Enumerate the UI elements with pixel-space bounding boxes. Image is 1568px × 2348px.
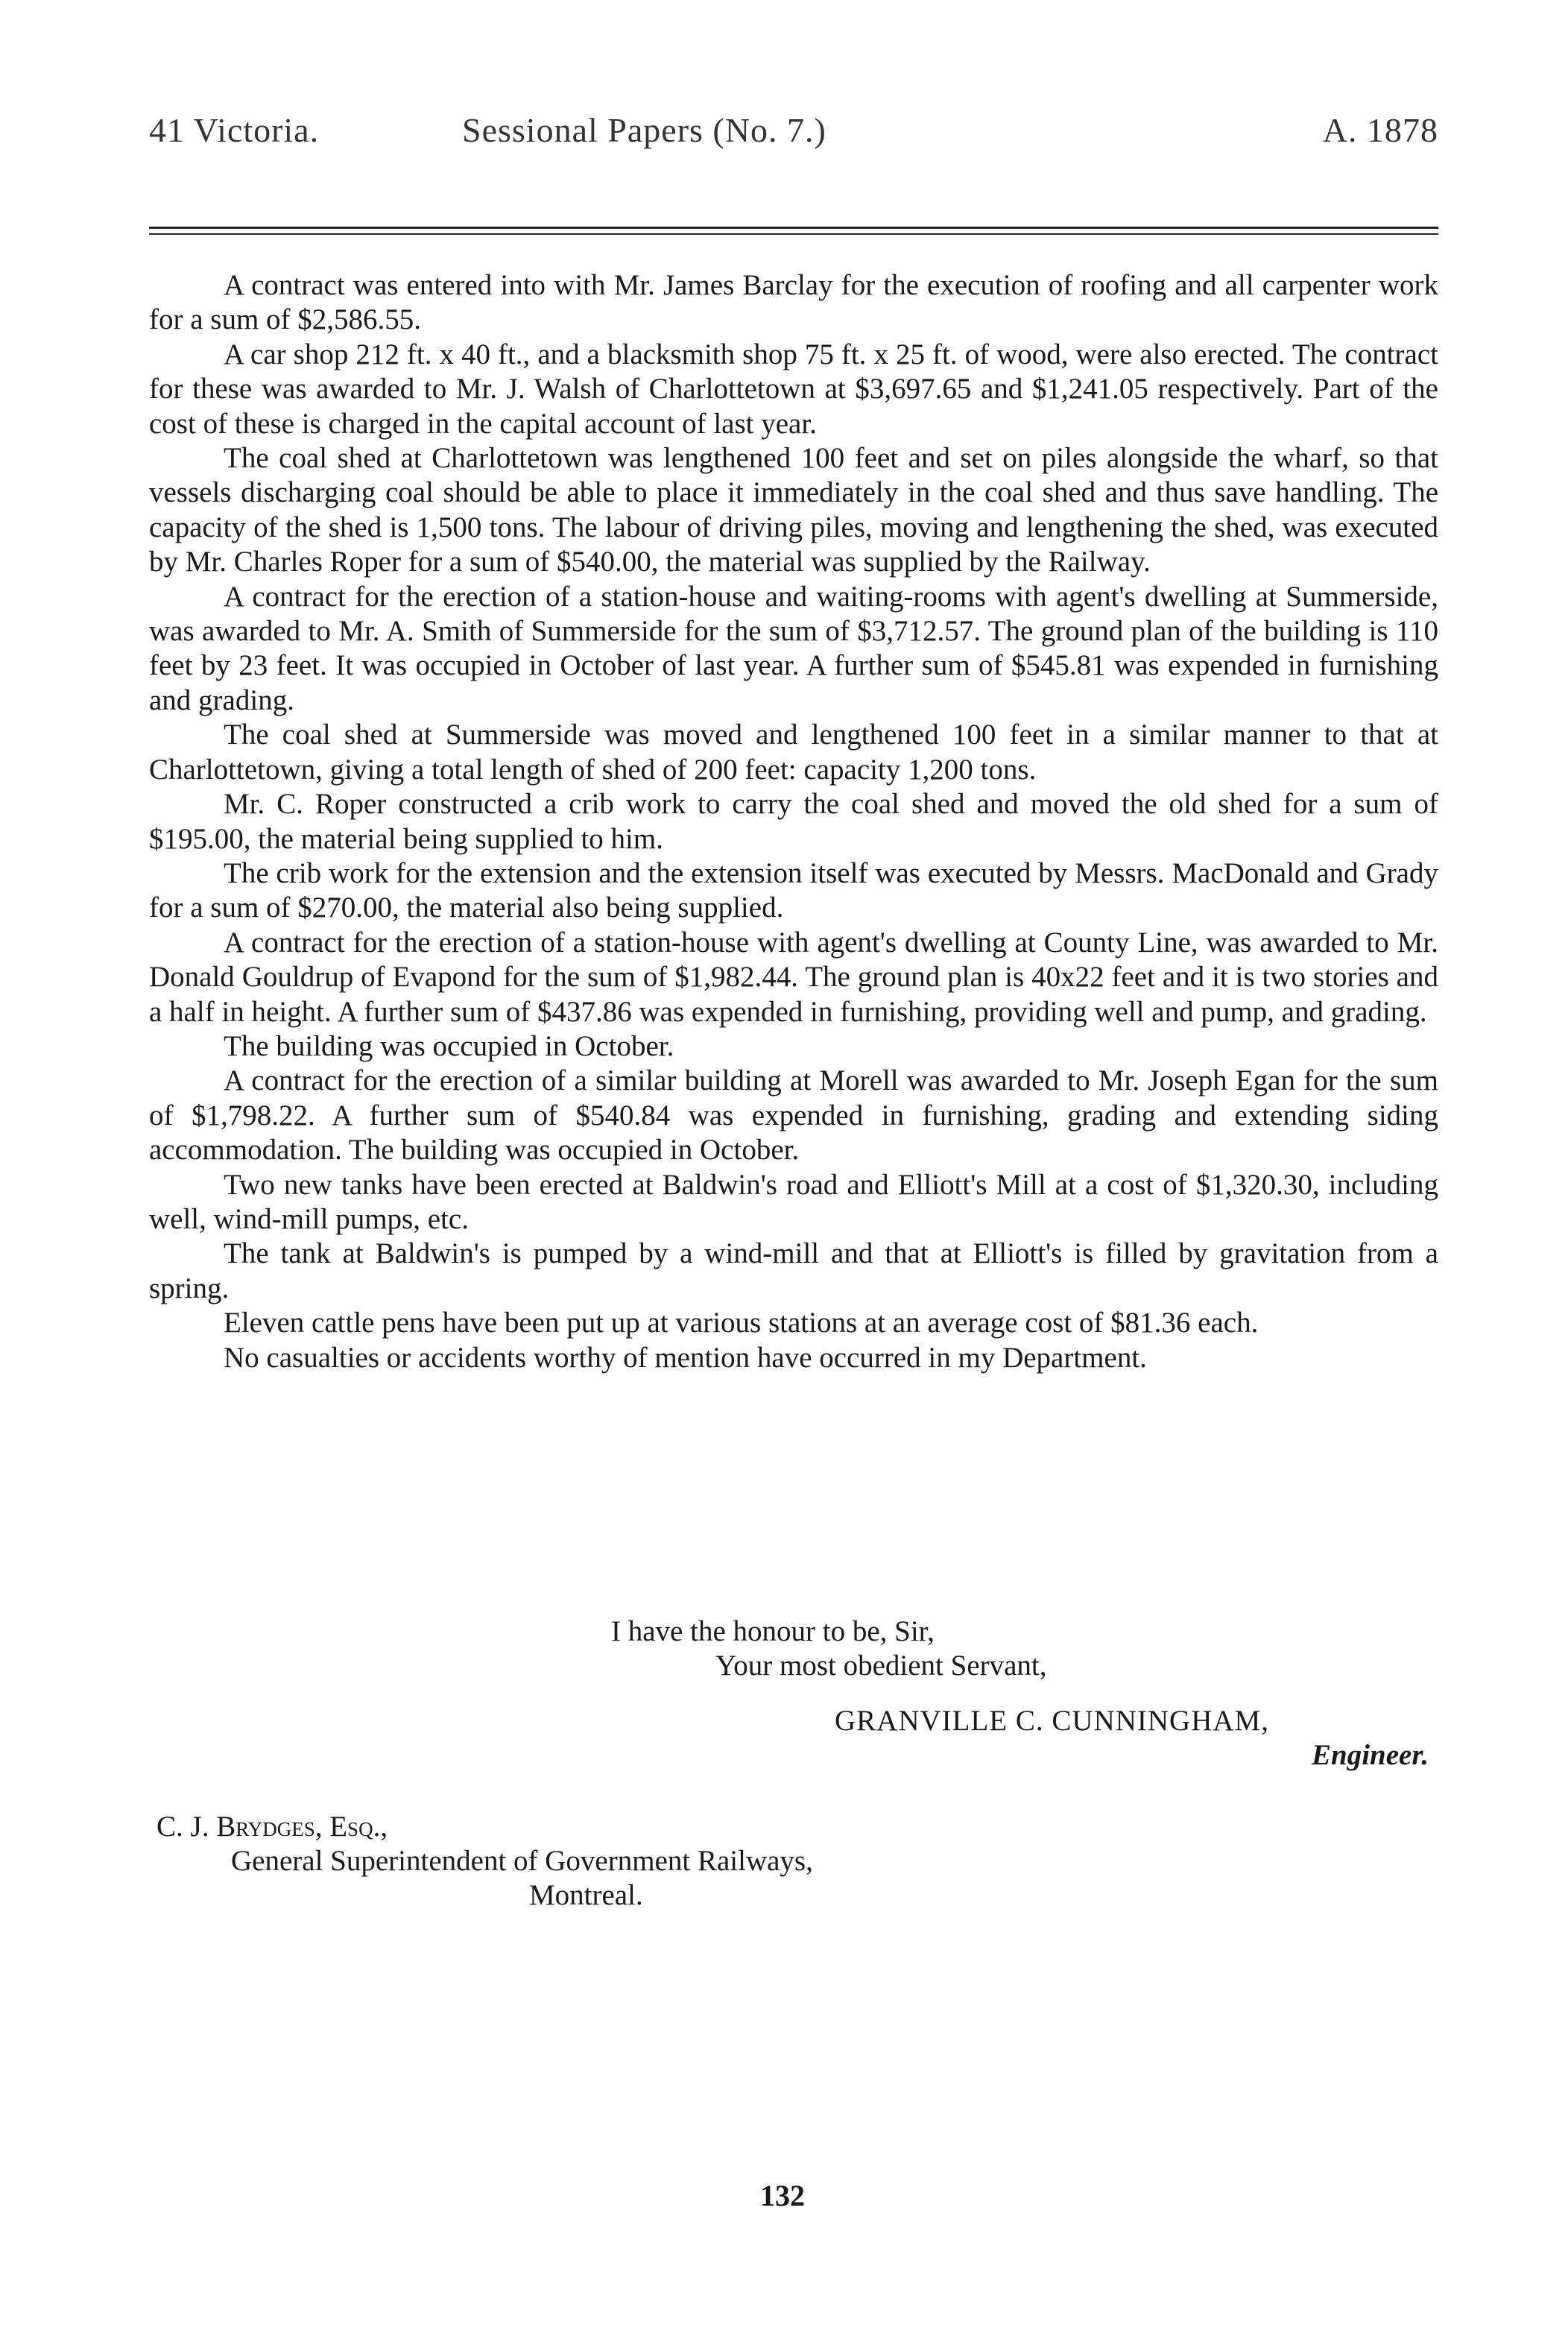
page-number: 132 [760,2179,805,2212]
paragraph: The crib work for the extension and the extension itself was executed by Messrs. MacDonald and Grady for a sum of $270.00, the material also being supplied. [149,856,1438,924]
closing-salutation: I have the honour to be, Sir, [611,1615,935,1647]
paragraph: Eleven cattle pens have been put up at various stations at an average cost of $81.36 each. [224,1307,1259,1339]
header-left: 41 Victoria. [149,111,320,149]
paragraph: The building was occupied in October. [224,1029,674,1062]
paragraph: A contract for the erection of a similar building at Morell was awarded to Mr. Joseph Egan for the sum of $1,798.22. A further sum of $540.84 was expended in furnishing, grading and extending siding accommodation. The building was occupied in October. [149,1064,1438,1167]
addressee-position: General Superintendent of Government Railways, [231,1845,813,1877]
paragraph: A car shop 212 ft. x 40 ft., and a blacksmith shop 75 ft. x 25 ft. of wood, were also erected. The contract for these was awarded to Mr. J. Walsh of Charlottetown at $3,697.65 and $1,241.05 respectively. Part of the cost of these is charged in the capital account of last year. [149,338,1438,440]
paragraph: A contract for the erection of a station-house with agent's dwelling at County Line, was awarded to Mr. Donald Gouldrup of Evapond for the sum of $1,982.44. The ground plan is 40x22 feet and it is two stories and a half in height. A further sum of $437.86 was expended in furnishing, providing well and pump, and grading. [149,926,1438,1028]
header-rule-top [149,227,1438,229]
paragraph: A contract was entered into with Mr. James Barclay for the execution of roofing and all carpenter work for a sum of $2,586.55. [149,269,1438,336]
signature-name: GRANVILLE C. CUNNINGHAM, [835,1705,1269,1737]
paragraph: The coal shed at Charlottetown was lengthened 100 feet and set on piles alongside the wharf, so that vessels discharging coal should be able to place it immediately in the coal shed and thus save handling. The capacity of the shed is 1,500 tons. The labour of driving piles, moving and lengthening the shed, was executed by Mr. Charles Roper for a sum of $540.00, the material was supplied by the Railway. [149,442,1438,578]
paragraph: Two new tanks have been erected at Baldwin's road and Elliott's Mill at a cost of $1,320.30, including well, wind-mill pumps, etc. [149,1168,1438,1235]
header-center: Sessional Papers (No. 7.) [462,111,826,149]
running-head [149,110,1438,162]
report-body [149,268,1438,1375]
paragraph: A contract for the erection of a station-house and waiting-rooms with agent's dwelling at Summerside, was awarded to Mr. A. Smith of Summerside for the sum of $3,712.57. The ground plan of the building is 110 feet by 23 feet. It was occupied in October of last year. A further sum of $545.81 was expended in furnishing and grading. [149,580,1438,716]
header-right: A. 1878 [1322,111,1438,149]
header-rule-bottom [149,233,1438,235]
paragraph: The tank at Baldwin's is pumped by a wind-mill and that at Elliott's is filled by gravitation from a spring. [149,1237,1438,1304]
paragraph: No casualties or accidents worthy of mention have occurred in my Department. [224,1341,1147,1374]
addressee-name: C. J. Brydges, Esq., [157,1811,388,1843]
paragraph: The coal shed at Summerside was moved and lengthened 100 feet in a similar manner to that at Charlottetown, giving a total length of shed of 200 feet: capacity 1,200 tons. [149,719,1438,786]
paragraph: Mr. C. Roper constructed a crib work to carry the coal shed and moved the old shed for a sum of $195.00, the material being supplied to him. [149,788,1438,855]
closing-servant: Your most obedient Servant, [715,1650,1047,1682]
addressee-city: Montreal. [529,1879,643,1911]
signature-title: Engineer. [1312,1739,1429,1771]
